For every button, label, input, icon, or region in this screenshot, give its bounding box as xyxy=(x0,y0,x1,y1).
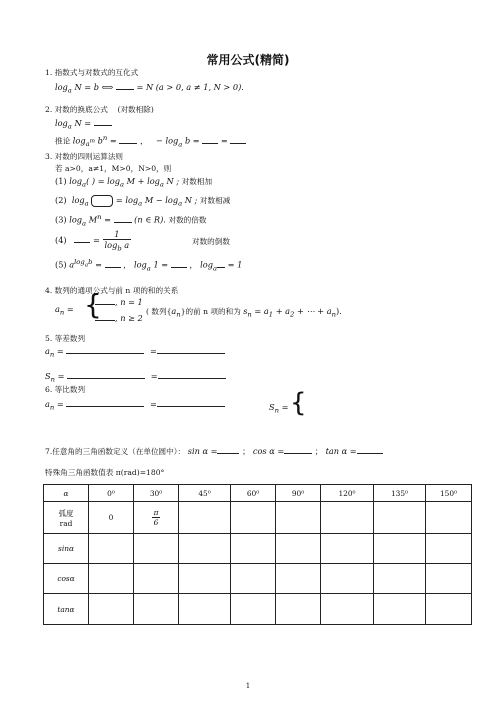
section-3-heading: 3. 对数的四则运算法则 xyxy=(45,152,124,161)
section-6-heading: 6. 等比数列 xyxy=(45,385,86,394)
case-1: , n = 1 xyxy=(95,296,143,307)
blank[interactable] xyxy=(105,259,121,268)
header-30: 30⁰ xyxy=(134,485,179,502)
blank[interactable] xyxy=(357,445,383,454)
cell[interactable] xyxy=(134,564,179,594)
table-caption: 特殊角三角函数值表 π(rad)=180° xyxy=(45,468,165,477)
header-90: 90⁰ xyxy=(276,485,321,502)
cell[interactable] xyxy=(374,502,426,534)
cell[interactable] xyxy=(321,502,374,534)
header-alpha: α xyxy=(44,485,89,502)
section-4-note: ( 数列$\{a_n\}$的前 n 项的和为 $s_n = a_1 + a_2$ + ⋯ + $a_n$). xyxy=(146,306,342,319)
cell[interactable] xyxy=(89,594,134,625)
arith-sn: $S_n$ = = xyxy=(45,370,226,384)
header-135: 135⁰ xyxy=(374,485,426,502)
cell[interactable] xyxy=(426,594,472,625)
section-4-heading: 4. 数列的通项公式与前 n 项的和的关系 xyxy=(45,286,179,295)
cell[interactable] xyxy=(276,564,321,594)
section-2-heading: 2. 对数的换底公式 (对数相除) xyxy=(45,105,154,114)
rule-4-note: 对数的倒数 xyxy=(192,237,230,246)
section-1-formula: $\log_a N = b$ ⟺ = N (a > 0, a ≠ 1, N > 0). xyxy=(55,82,244,95)
rule-1: (1) $\log_a$( ) = $\log_a M + \log_a N$ ; 对数相加 xyxy=(55,176,213,189)
rad-label: 弧度 rad xyxy=(44,502,89,534)
page-number: 1 xyxy=(245,682,251,690)
cell[interactable] xyxy=(179,564,231,594)
header-60: 60⁰ xyxy=(231,485,276,502)
blank[interactable] xyxy=(171,259,187,268)
cell[interactable] xyxy=(179,534,231,564)
blank[interactable] xyxy=(94,117,112,126)
header-150: 150⁰ xyxy=(426,485,472,502)
blank[interactable] xyxy=(74,234,90,243)
blank[interactable] xyxy=(217,259,225,268)
cell[interactable] xyxy=(89,564,134,594)
cell[interactable] xyxy=(426,502,472,534)
geo-an: $a_n$ = = xyxy=(45,398,225,412)
section-3-condition: 若 a>0，a≠1，M>0，N>0，则 xyxy=(55,164,172,173)
cell[interactable] xyxy=(321,564,374,594)
cell[interactable] xyxy=(179,594,231,625)
sn-brace: { xyxy=(290,388,307,418)
cell[interactable] xyxy=(374,534,426,564)
cell[interactable] xyxy=(134,594,179,625)
blank[interactable] xyxy=(284,445,312,454)
trig-value-table xyxy=(43,484,472,625)
cell[interactable] xyxy=(321,534,374,564)
blank[interactable] xyxy=(230,135,246,144)
reciprocal-fraction: $\frac{1}{\log_b a}$ xyxy=(104,229,130,253)
cell[interactable] xyxy=(89,534,134,564)
blank-box[interactable] xyxy=(91,195,113,207)
header-120: 120⁰ xyxy=(321,485,374,502)
left-brace: { xyxy=(84,288,102,321)
section-5-heading: 5. 等差数列 xyxy=(45,334,86,343)
row-cos: cosα xyxy=(44,564,89,594)
cell[interactable] xyxy=(179,502,231,534)
geo-sn: $S_n$ = xyxy=(269,402,289,415)
header-0: 0⁰ xyxy=(89,485,134,502)
cell[interactable] xyxy=(276,594,321,625)
cell[interactable] xyxy=(134,534,179,564)
blank[interactable] xyxy=(116,81,134,90)
blank[interactable] xyxy=(202,135,218,144)
cell[interactable] xyxy=(231,534,276,564)
cell[interactable] xyxy=(276,502,321,534)
blank[interactable] xyxy=(95,312,115,321)
blank[interactable] xyxy=(66,345,144,354)
blank[interactable] xyxy=(95,296,115,305)
section-7-line: 7.任意角的三角函数定义（在单位圆中）： sin α = ； cos α = ； tan α = xyxy=(45,445,383,457)
cell[interactable] xyxy=(231,564,276,594)
cell[interactable] xyxy=(426,534,472,564)
cell[interactable] xyxy=(426,564,472,594)
cell[interactable] xyxy=(374,594,426,625)
header-45: 45⁰ xyxy=(179,485,231,502)
section-2-corollary: 推论 $\log_{a^m} b^n$ = ， − $\log_a b$ = = xyxy=(55,134,246,148)
row-tan: tanα xyxy=(44,594,89,625)
section-1-heading: 1. 指数式与对数式的互化式 xyxy=(45,68,139,77)
row-sin: sinα xyxy=(44,534,89,564)
page-title: 常用公式(精简) xyxy=(206,53,290,67)
cell[interactable] xyxy=(321,594,374,625)
cell[interactable] xyxy=(231,594,276,625)
blank[interactable] xyxy=(66,398,144,407)
cell[interactable] xyxy=(374,564,426,594)
blank[interactable] xyxy=(157,345,225,354)
rule-5: (5) $a^{log_ab}$ = ， $\log_a 1$ = ， $\log_a = 1$ xyxy=(55,258,243,273)
blank[interactable] xyxy=(119,135,137,144)
rule-4: (4) = $\frac{1}{\log_b a}$ xyxy=(55,229,130,253)
section-2-formula: $\log_a N$ = xyxy=(55,117,112,131)
rad-30: $\frac{\pi}{6}$ xyxy=(134,502,179,534)
rule-3: (3) $\log_a M^n = (n$ ∈ R). 对数的倍数 xyxy=(55,213,207,228)
blank[interactable] xyxy=(217,445,239,454)
blank[interactable] xyxy=(67,370,145,379)
cell[interactable] xyxy=(276,534,321,564)
an-label: $a_n$ = xyxy=(55,304,74,317)
blank[interactable] xyxy=(158,370,226,379)
rad-0: 0 xyxy=(89,502,134,534)
case-2: , n ≥ 2 xyxy=(95,312,143,323)
blank[interactable] xyxy=(114,214,132,223)
rule-2: (2) $\log_a = \log_a M - \log_a N$ ; 对数相减 xyxy=(55,195,231,208)
arith-an: $a_n$ = = xyxy=(45,345,225,359)
blank[interactable] xyxy=(157,398,225,407)
cell[interactable] xyxy=(231,502,276,534)
